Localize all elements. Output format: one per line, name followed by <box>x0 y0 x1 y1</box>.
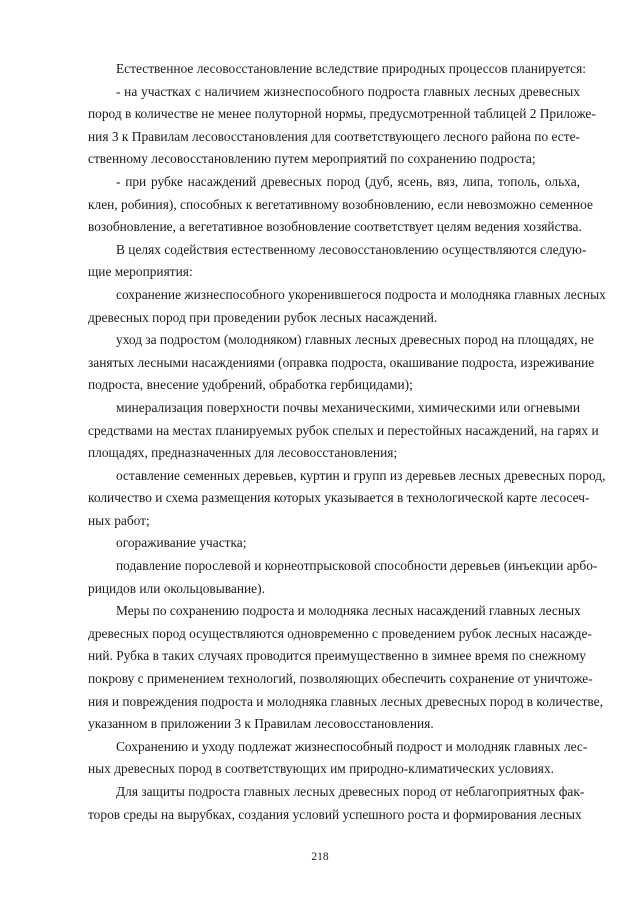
text-line: ния 3 к Правилам лесовосстановления для соответствующего лесного района по есте- <box>88 128 580 144</box>
page-number: 218 <box>311 851 329 863</box>
text-line: торов среды на вырубках, создания условий успешного роста и формирования лесных <box>88 806 582 822</box>
text-line: ния и повреждения подроста и молодняка главных лесных древесных пород в количестве, <box>88 693 603 709</box>
text-line: древесных пород осуществляются одновременно с проведением рубок лесных насажде- <box>88 625 592 641</box>
text-line: сохранение жизнеспособного укоренившегося подроста и молодняка главных лесных <box>116 286 606 302</box>
text-line: ных работ; <box>88 512 150 528</box>
text-line: рицидов или окольцовывание). <box>88 580 265 596</box>
text-line: площадях, предназначенных для лесовосстановления; <box>88 445 398 461</box>
text-line: огораживание участка; <box>116 535 247 551</box>
text-line: подроста, внесение удобрений, обработка гербицидами); <box>88 377 413 393</box>
text-line: ственному лесовосстановлению путем мероприятий по сохранению подроста; <box>88 151 536 167</box>
text-line: количество и схема размещения которых указывается в технологической карте лесосеч- <box>88 490 590 506</box>
text-line: Меры по сохранению подроста и молодняка лесных насаждений главных лесных <box>116 603 581 619</box>
text-line: клен, робиния), способных к вегетативному возобновлению, если невозможно семенное <box>88 196 593 212</box>
text-line: уход за подростом (молодняком) главных лесных древесных пород на площадях, не <box>116 332 594 348</box>
text-line: Для защиты подроста главных лесных древесных пород от неблагоприятных фак- <box>116 784 585 799</box>
text-line: ных древесных пород в соответствующих им природно-климатических условиях. <box>88 761 554 777</box>
text-line: ний. Рубка в таких случаях проводится преимущественно в зимнее время по снежному <box>88 648 586 664</box>
text-line: покрову с применением технологий, позволяющих обеспечить сохранение от уничтоже- <box>88 671 593 687</box>
text-line: Сохранению и уходу подлежат жизнеспособный подрост и молодняк главных лес- <box>116 738 588 754</box>
text-line: указанном в приложении 3 к Правилам лесовосстановления. <box>88 716 434 732</box>
text-line: Естественное лесовосстановление вследствие природных процессов планируется: <box>116 61 586 76</box>
text-line: - на участках с наличием жизнеспособного подроста главных лесных древесных <box>116 83 580 99</box>
body-text <box>88 58 606 826</box>
text-line: средствами на местах планируемых рубок спелых и перестойных насаждений, на гарях и <box>88 422 599 438</box>
text-line: возобновление, а вегетативное возобновление соответствует целям ведения хозяйства. <box>88 219 582 235</box>
text-line: щие мероприятия: <box>88 264 193 280</box>
text-line: древесных пород при проведении рубок лесных насаждений. <box>88 309 438 325</box>
text-line: занятых лесными насаждениями (оправка подроста, окашивание подроста, изреживание <box>88 354 595 370</box>
text-line: подавление порослевой и корнеотпрысковой способности деревьев (инъекции арбо- <box>116 558 598 574</box>
text-line: - при рубке насаждений древесных пород (дуб, ясень, вяз, липа, тополь, ольха, <box>116 173 580 189</box>
text-line: В целях содействия естественному лесовосстановлению осуществляются следую- <box>116 241 587 257</box>
text-line: оставление семенных деревьев, куртин и групп из деревьев лесных древесных пород, <box>116 467 606 483</box>
text-line: пород в количестве не менее полуторной нормы, предусмотренной таблицей 2 Приложе- <box>88 106 596 122</box>
text-line: минерализация поверхности почвы механическими, химическими или огневыми <box>116 399 580 415</box>
